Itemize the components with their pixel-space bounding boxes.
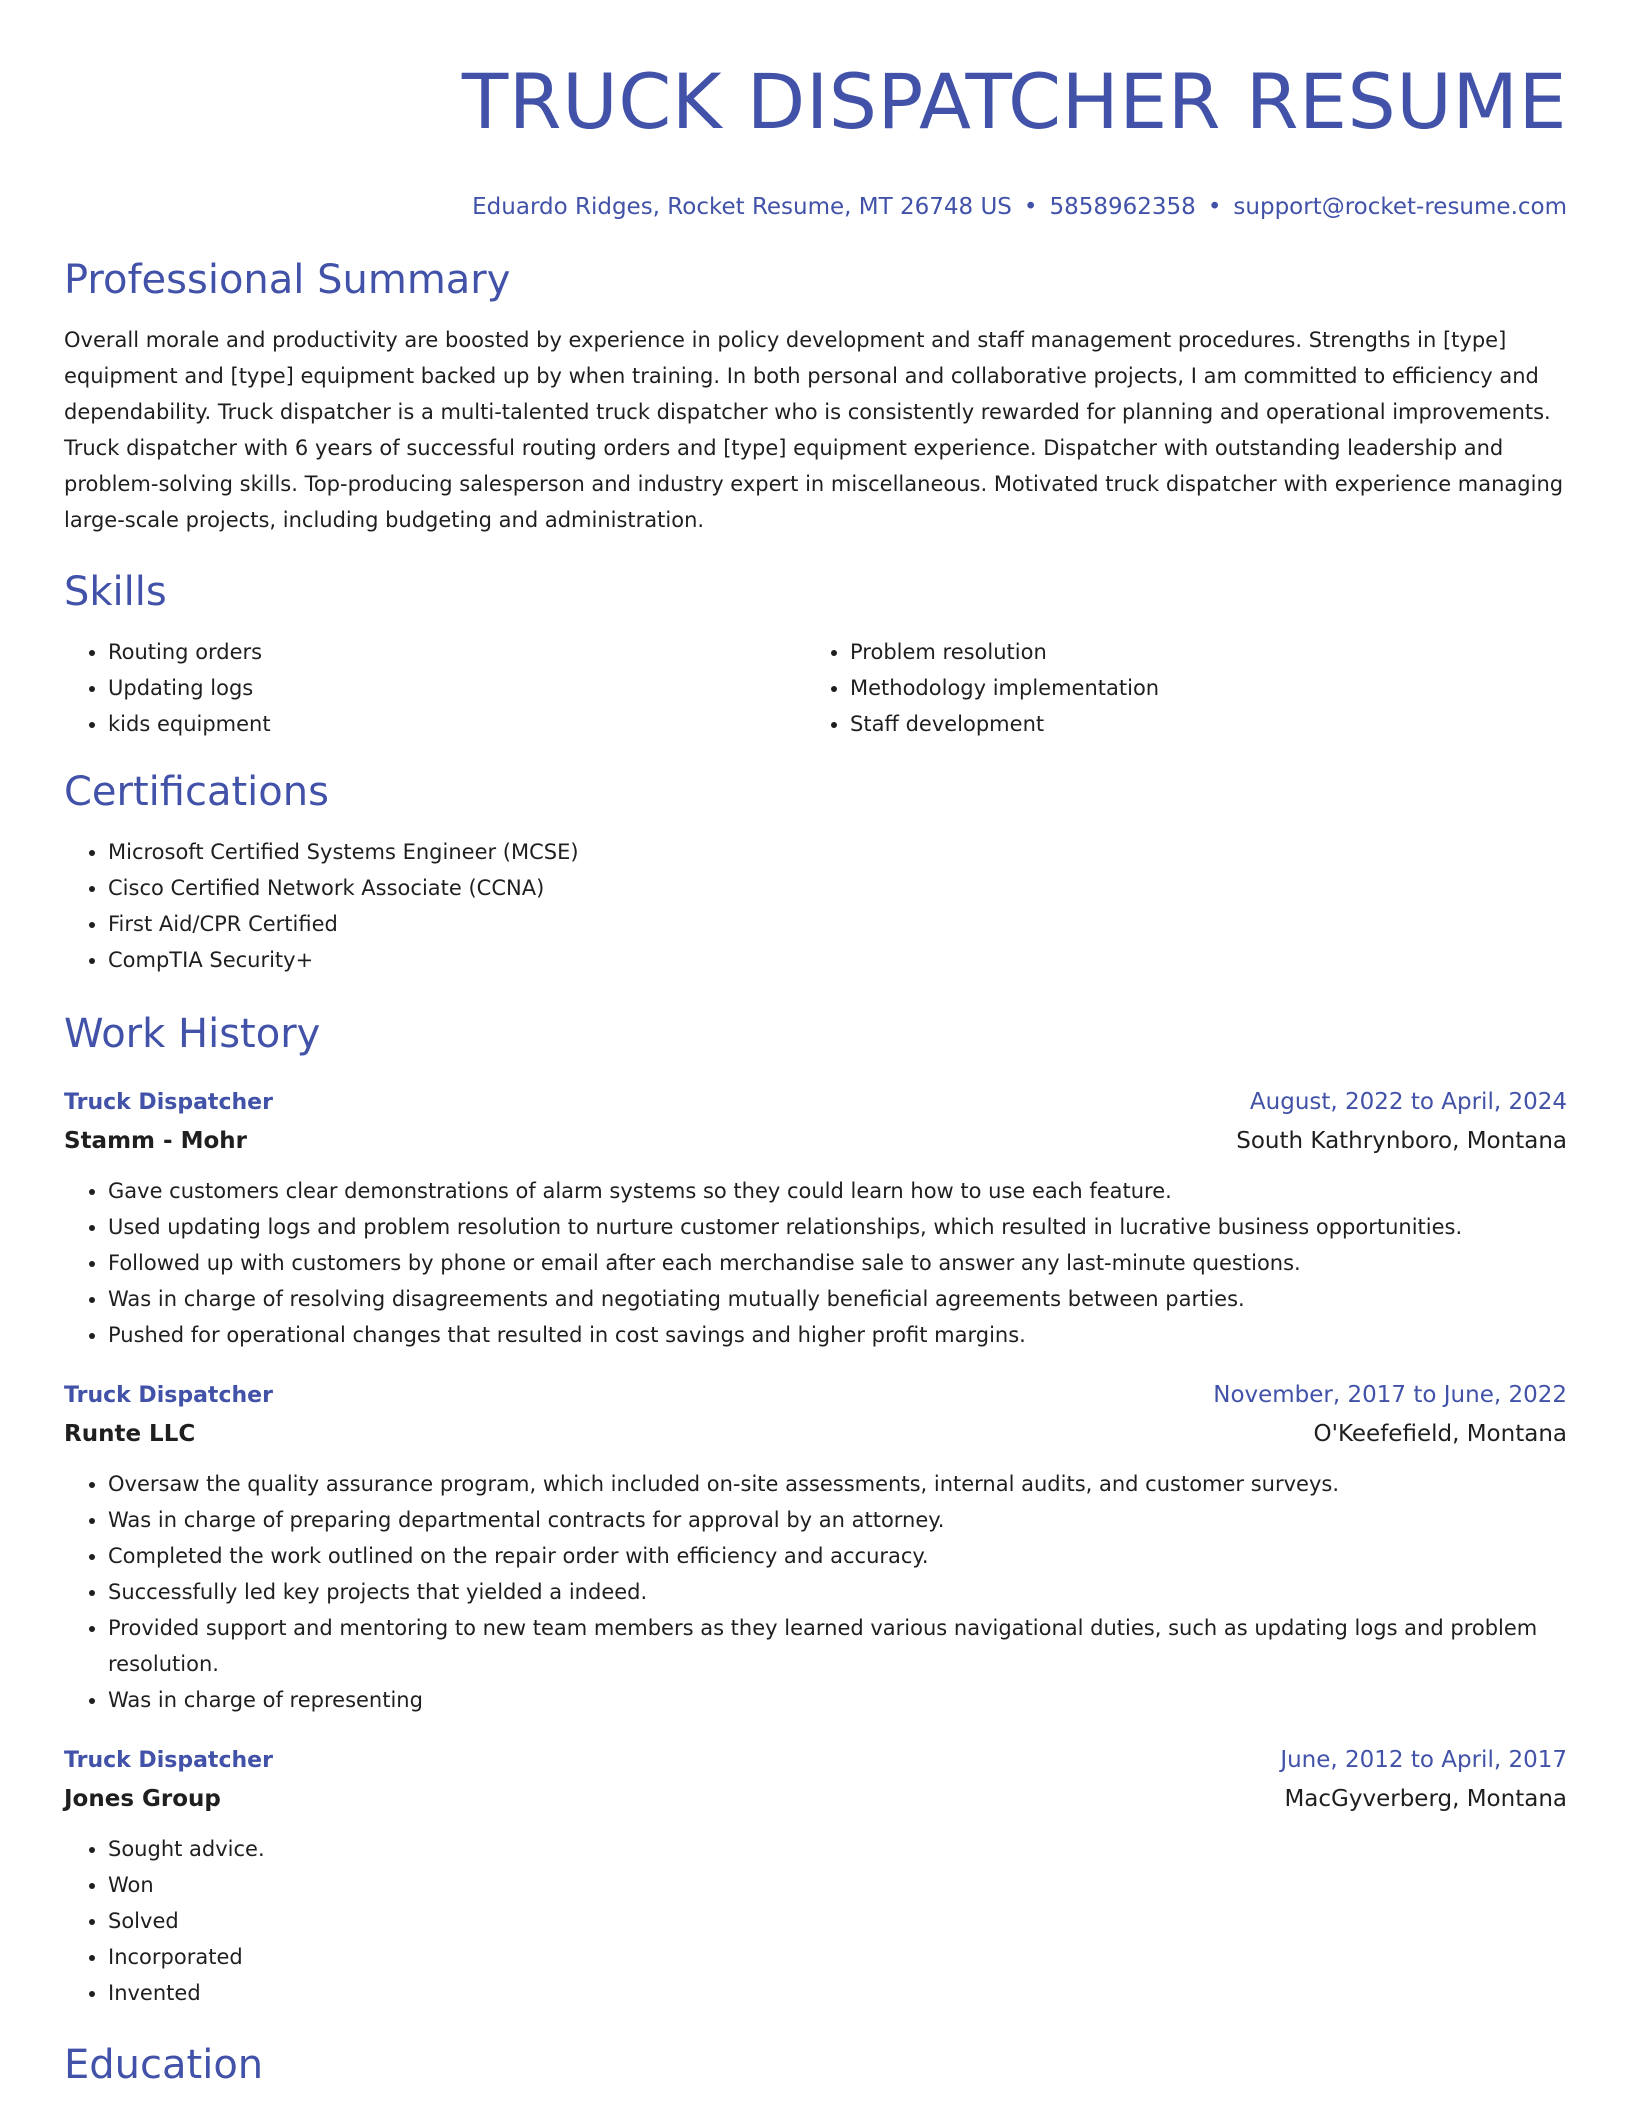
certification-item: • Cisco Certified Network Associate (CCNA) — [108, 870, 1567, 906]
job-location: O'Keefefield, Montana — [1313, 1421, 1567, 1447]
summary-text: Overall morale and productivity are boosted by experience in policy development and staff management procedures. Strengths in [type] equipment and [type] equipment backed up by when training. In both personal and collaborative projects, I am committed to efficiency and dependability. Truck dispatcher is a multi-talented truck dispatcher who is consistently rewarded for planning and operational improvements. Truck dispatcher with 6 years of successful routing orders and [type] equipment experience. Dispatcher with outstanding leadership and problem-solving skills. Top-producing salesperson and industry expert in miscellaneous. Motivated truck dispatcher with experience managing large-scale projects, including budgeting and administration. — [64, 328, 1564, 532]
job-title-row — [64, 1742, 1567, 1779]
job-bullet: • Was in charge of preparing departmental contracts for approval by an attorney. — [108, 1502, 1567, 1538]
job-title-row — [64, 1084, 1567, 1121]
skills-grid — [64, 634, 1567, 742]
summary-heading: Professional Summary — [64, 257, 511, 303]
skills-list-left — [64, 634, 806, 742]
job-bullet: • Won — [108, 1867, 1567, 1903]
job-entry — [64, 1377, 1567, 1718]
job-bullets — [64, 1831, 1567, 2011]
job-bullet: • Followed up with customers by phone or email after each merchandise sale to answer any last-minute questions. — [108, 1245, 1567, 1281]
job-company: Jones Group — [64, 1786, 221, 1812]
skills-heading: Skills — [64, 569, 167, 615]
job-bullets — [64, 1466, 1567, 1718]
resume-page — [64, 0, 1567, 2091]
job-bullet: • Oversaw the quality assurance program, which included on-site assessments, internal audits, and customer surveys. — [108, 1466, 1567, 1502]
job-bullet: • Incorporated — [108, 1939, 1567, 1975]
contact-line — [64, 192, 1567, 222]
certifications-heading: Certifications — [64, 769, 329, 815]
job-title: Truck Dispatcher — [64, 1383, 273, 1408]
job-company-row — [64, 1414, 1567, 1454]
resume-header — [64, 0, 1567, 222]
job-bullet: • Invented — [108, 1975, 1567, 2011]
job-title: Truck Dispatcher — [64, 1748, 273, 1773]
skill-item: • Staff development — [850, 706, 1548, 742]
skill-item: • Methodology implementation — [850, 670, 1548, 706]
job-entry — [64, 1742, 1567, 2011]
certification-item: • CompTIA Security+ — [108, 942, 1567, 978]
contact-separator: • — [1023, 194, 1038, 220]
job-company-row — [64, 1779, 1567, 1819]
contact-address: Eduardo Ridges, Rocket Resume, MT 26748 US — [472, 194, 1012, 220]
job-entry — [64, 1084, 1567, 1353]
skill-item: • Routing orders — [108, 634, 806, 670]
contact-separator: • — [1207, 194, 1222, 220]
job-bullet: • Solved — [108, 1903, 1567, 1939]
job-bullet: • Successfully led key projects that yielded a indeed. — [108, 1574, 1567, 1610]
skill-item: • kids equipment — [108, 706, 806, 742]
job-bullet: • Pushed for operational changes that resulted in cost savings and higher profit margins. — [108, 1317, 1567, 1353]
job-company-row — [64, 1121, 1567, 1161]
job-bullet: • Completed the work outlined on the repair order with efficiency and accuracy. — [108, 1538, 1567, 1574]
job-location: MacGyverberg, Montana — [1284, 1786, 1567, 1812]
contact-email: support@rocket-resume.com — [1233, 194, 1567, 220]
contact-phone: 5858962358 — [1049, 194, 1196, 220]
job-dates: June, 2012 to April, 2017 — [1280, 1747, 1567, 1773]
job-title-row — [64, 1377, 1567, 1414]
certifications-list — [64, 834, 1567, 978]
certification-item: • Microsoft Certified Systems Engineer (MCSE) — [108, 834, 1567, 870]
job-bullet: • Gave customers clear demonstrations of alarm systems so they could learn how to use each feature. — [108, 1173, 1567, 1209]
job-bullet: • Was in charge of resolving disagreements and negotiating mutually beneficial agreements between parties. — [108, 1281, 1567, 1317]
job-title: Truck Dispatcher — [64, 1090, 273, 1115]
skill-item: • Updating logs — [108, 670, 806, 706]
skills-list-right — [806, 634, 1548, 742]
job-location: South Kathrynboro, Montana — [1236, 1128, 1567, 1154]
job-bullets — [64, 1173, 1567, 1353]
skill-item: • Problem resolution — [850, 634, 1548, 670]
education-heading: Education — [64, 2042, 264, 2088]
job-bullet: • Provided support and mentoring to new team members as they learned various navigational duties, such as updating logs and problem resolution. — [108, 1610, 1567, 1682]
job-dates: August, 2022 to April, 2024 — [1249, 1089, 1567, 1115]
job-company: Stamm - Mohr — [64, 1128, 247, 1154]
job-company: Runte LLC — [64, 1421, 196, 1447]
job-bullet: • Sought advice. — [108, 1831, 1567, 1867]
job-bullet: • Used updating logs and problem resolution to nurture customer relationships, which resulted in lucrative business opportunities. — [108, 1209, 1567, 1245]
job-dates: November, 2017 to June, 2022 — [1213, 1382, 1567, 1408]
certification-item: • First Aid/CPR Certified — [108, 906, 1567, 942]
job-bullet: • Was in charge of representing — [108, 1682, 1567, 1718]
resume-title: TRUCK DISPATCHER RESUME — [461, 57, 1567, 146]
work-history-heading: Work History — [64, 1011, 321, 1057]
